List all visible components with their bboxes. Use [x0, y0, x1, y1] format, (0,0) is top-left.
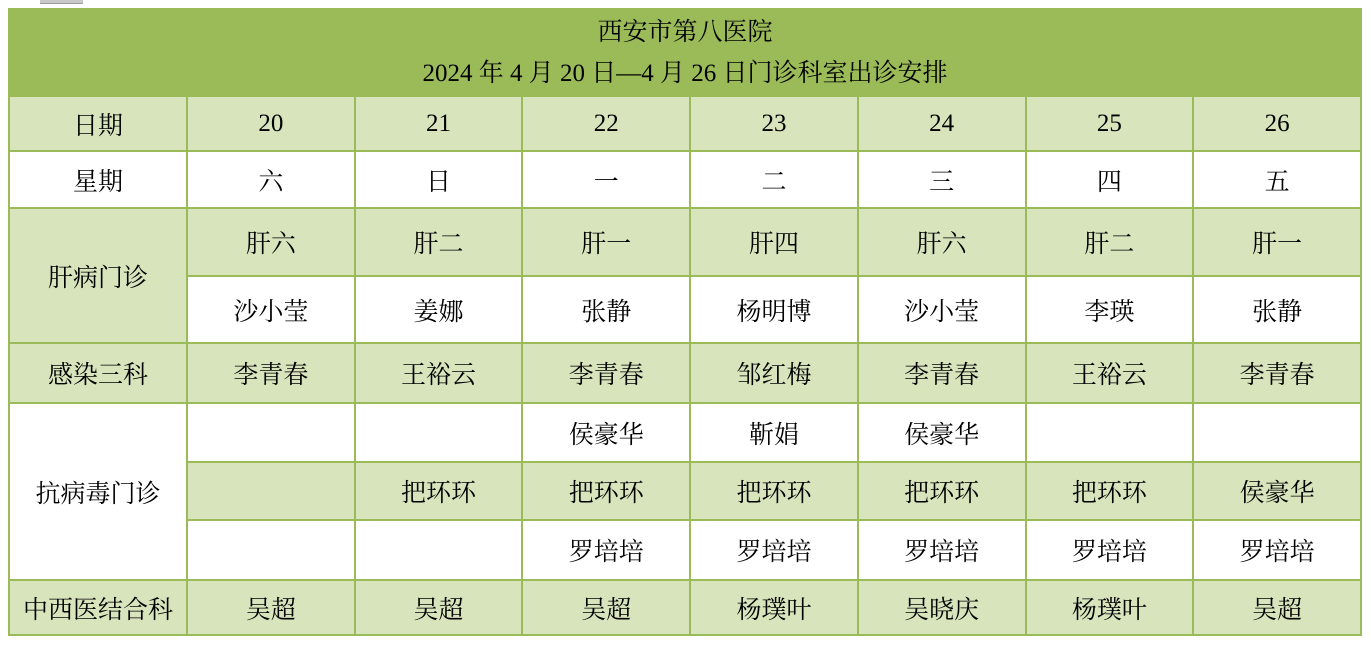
schedule-cell — [187, 520, 355, 580]
table-row — [9, 276, 1361, 343]
schedule-cell: 杨璞叶 — [690, 580, 858, 635]
schedule-cell: 李青春 — [187, 343, 355, 403]
schedule-cell: 侯豪华 — [858, 403, 1026, 462]
schedule-cell: 李青春 — [1193, 343, 1361, 403]
schedule-cell: 肝一 — [1193, 208, 1361, 276]
schedule-body — [9, 96, 1361, 635]
table-row — [9, 580, 1361, 635]
schedule-cell: 罗培培 — [1193, 520, 1361, 580]
table-header — [9, 9, 1361, 96]
schedule-cell: 一 — [522, 151, 690, 208]
schedule-cell: 罗培培 — [1026, 520, 1194, 580]
schedule-cell — [1193, 403, 1361, 462]
schedule-cell: 罗培培 — [858, 520, 1026, 580]
schedule-cell: 姜娜 — [355, 276, 523, 343]
table-row — [9, 208, 1361, 276]
schedule-table — [8, 8, 1362, 636]
schedule-cell: 侯豪华 — [522, 403, 690, 462]
schedule-cell: 把环环 — [522, 462, 690, 520]
schedule-cell: 把环环 — [1026, 462, 1194, 520]
schedule-cell: 把环环 — [355, 462, 523, 520]
schedule-cell: 吴超 — [522, 580, 690, 635]
schedule-cell: 靳娟 — [690, 403, 858, 462]
row-label-cell: 中西医结合科 — [9, 580, 187, 635]
row-label-cell: 日期 — [9, 96, 187, 151]
schedule-subtitle: 2024 年 4 月 20 日—4 月 26 日门诊科室出诊安排 — [422, 59, 948, 87]
schedule-cell: 杨璞叶 — [1026, 580, 1194, 635]
schedule-cell: 王裕云 — [1026, 343, 1194, 403]
schedule-cell: 把环环 — [690, 462, 858, 520]
schedule-cell: 24 — [858, 96, 1026, 151]
schedule-cell: 肝六 — [858, 208, 1026, 276]
schedule-cell — [1026, 403, 1194, 462]
schedule-cell: 吴超 — [355, 580, 523, 635]
schedule-cell: 吴晓庆 — [858, 580, 1026, 635]
schedule-cell: 李青春 — [522, 343, 690, 403]
schedule-cell: 26 — [1193, 96, 1361, 151]
schedule-cell: 把环环 — [858, 462, 1026, 520]
schedule-cell: 沙小莹 — [187, 276, 355, 343]
hospital-name: 西安市第八医院 — [597, 18, 773, 46]
row-label-cell: 星期 — [9, 151, 187, 208]
schedule-cell: 肝六 — [187, 208, 355, 276]
schedule-cell: 五 — [1193, 151, 1361, 208]
schedule-cell: 李瑛 — [1026, 276, 1194, 343]
schedule-cell: 王裕云 — [355, 343, 523, 403]
schedule-cell: 邹红梅 — [690, 343, 858, 403]
row-label-cell: 肝病门诊 — [9, 208, 187, 343]
schedule-cell: 张静 — [522, 276, 690, 343]
scrollbar-fragment[interactable] — [40, 0, 83, 4]
schedule-cell — [355, 520, 523, 580]
schedule-cell — [187, 462, 355, 520]
schedule-cell: 肝二 — [1026, 208, 1194, 276]
row-label-cell: 感染三科 — [9, 343, 187, 403]
schedule-cell: 肝二 — [355, 208, 523, 276]
table-row — [9, 520, 1361, 580]
schedule-cell: 二 — [690, 151, 858, 208]
schedule-cell: 罗培培 — [690, 520, 858, 580]
schedule-cell: 六 — [187, 151, 355, 208]
schedule-cell: 肝一 — [522, 208, 690, 276]
schedule-cell: 肝四 — [690, 208, 858, 276]
table-row — [9, 343, 1361, 403]
schedule-cell: 21 — [355, 96, 523, 151]
table-row — [9, 96, 1361, 151]
schedule-cell: 日 — [355, 151, 523, 208]
schedule-cell: 三 — [858, 151, 1026, 208]
schedule-cell: 23 — [690, 96, 858, 151]
table-row — [9, 462, 1361, 520]
schedule-cell: 吴超 — [187, 580, 355, 635]
schedule-cell: 25 — [1026, 96, 1194, 151]
schedule-cell: 张静 — [1193, 276, 1361, 343]
table-row — [9, 403, 1361, 462]
row-label-cell: 抗病毒门诊 — [9, 403, 187, 580]
schedule-cell: 20 — [187, 96, 355, 151]
schedule-cell: 22 — [522, 96, 690, 151]
table-row — [9, 151, 1361, 208]
table-header-row — [9, 9, 1361, 96]
schedule-cell — [187, 403, 355, 462]
schedule-cell: 李青春 — [858, 343, 1026, 403]
schedule-cell: 吴超 — [1193, 580, 1361, 635]
schedule-cell: 罗培培 — [522, 520, 690, 580]
schedule-cell: 沙小莹 — [858, 276, 1026, 343]
schedule-cell: 侯豪华 — [1193, 462, 1361, 520]
schedule-cell — [355, 403, 523, 462]
schedule-cell: 杨明博 — [690, 276, 858, 343]
schedule-cell: 四 — [1026, 151, 1194, 208]
